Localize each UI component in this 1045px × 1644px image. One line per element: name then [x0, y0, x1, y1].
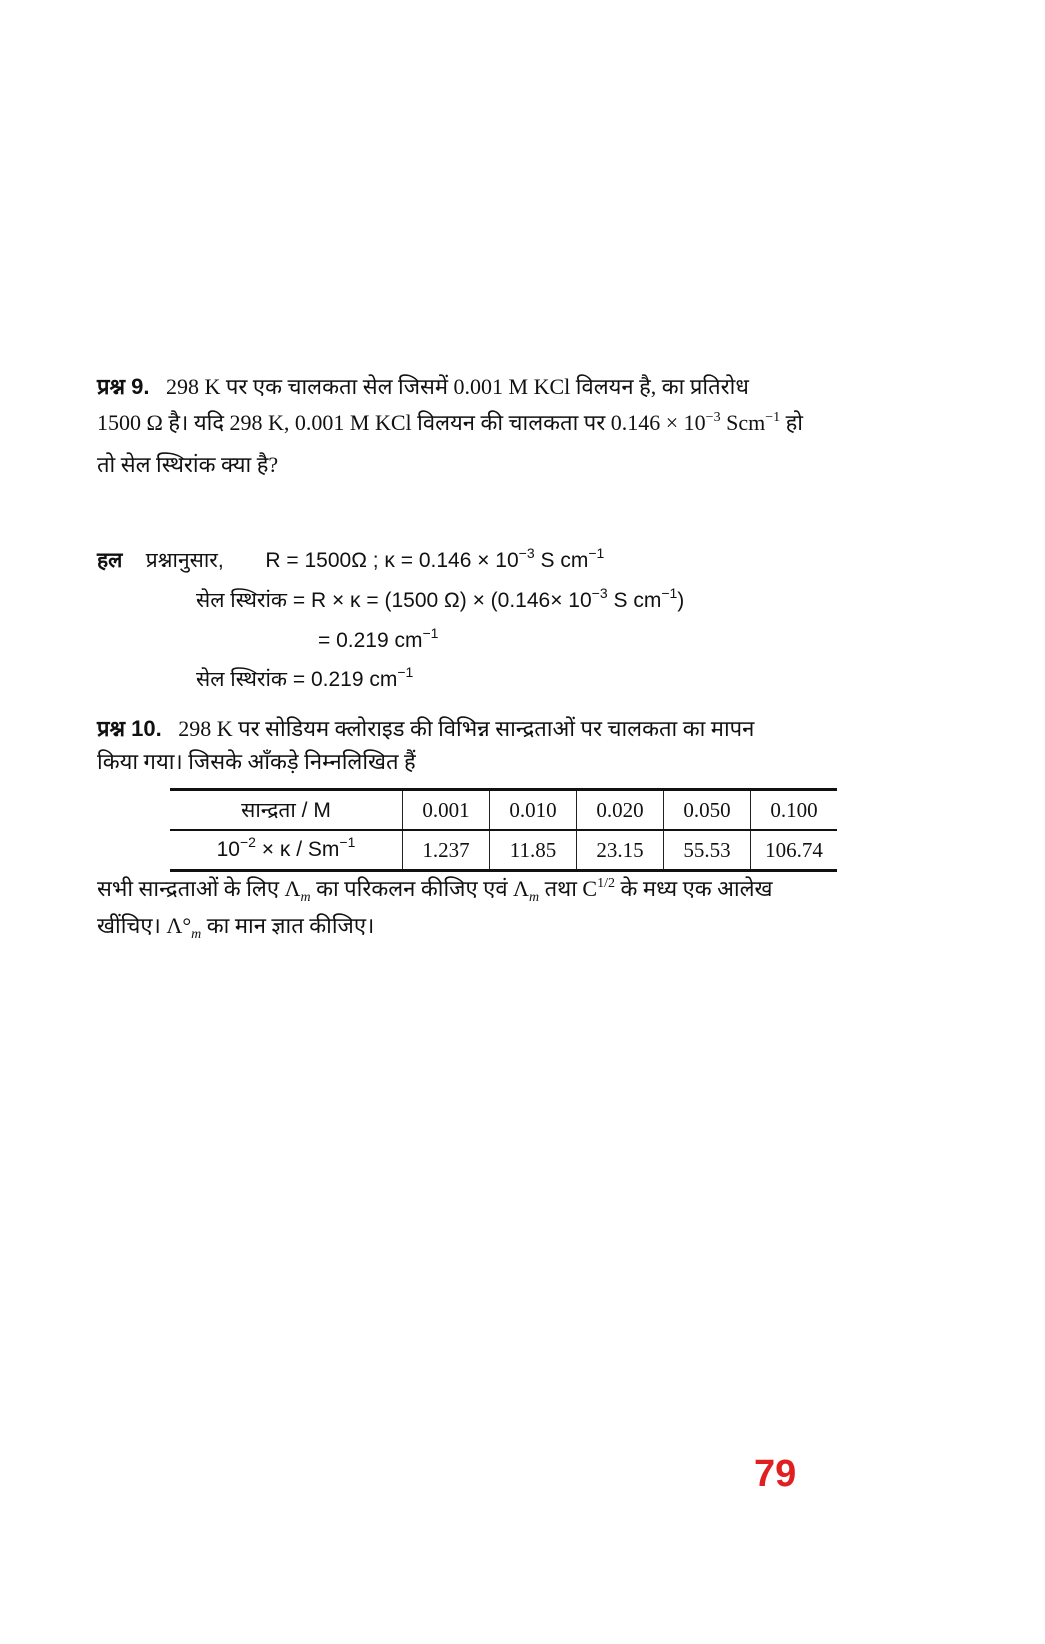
question-10-text: 298 K पर सोडियम क्लोराइड की विभिन्न सान्द्रताओं पर चालकता का मापन — [178, 716, 755, 741]
table-cell: 23.15 — [577, 830, 664, 871]
solution-intro: प्रश्नानुसार, — [145, 549, 224, 572]
given-values: R = 1500Ω ; κ = 0.146 × 10 — [265, 549, 519, 572]
question-10-instruction-1 — [97, 876, 773, 905]
table-cell: 0.020 — [577, 790, 664, 831]
exponent: −3 — [518, 545, 535, 561]
question-9-text: 298 K पर एक चालकता सेल जिसमें 0.001 M KCl विलयन है, का प्रतिरोध — [166, 374, 749, 399]
question-9-line-1 — [97, 374, 749, 400]
data-table — [170, 788, 837, 872]
table-cell: 0.001 — [403, 790, 490, 831]
table-cell: 0.050 — [664, 790, 751, 831]
text: Scm — [720, 410, 766, 435]
text: = 0.219 cm — [318, 629, 423, 652]
exponent: −1 — [661, 585, 678, 601]
table-cell: 55.53 — [664, 830, 751, 871]
text: तथा C — [539, 876, 598, 901]
text: खींचिए। Λ° — [97, 913, 192, 938]
text: के मध्य एक आलेख — [615, 876, 773, 901]
exponent: −3 — [705, 410, 721, 425]
question-9-line-2 — [97, 410, 803, 436]
text: ) — [677, 589, 685, 612]
subscript: m — [191, 927, 202, 942]
text: 1500 Ω है। यदि 298 K, 0.001 M KCl विलयन की चालकता पर 0.146 × 10 — [97, 410, 706, 435]
solution-given — [97, 545, 605, 573]
text: S cm — [534, 549, 589, 572]
solution-label: हल — [97, 549, 123, 572]
exponent: −1 — [397, 664, 414, 680]
text: S cm — [607, 589, 662, 612]
text: सेल स्थिरांक = R × κ = (1500 Ω) × (0.146× 10 — [196, 589, 592, 612]
question-10-label: प्रश्न 10. — [97, 716, 162, 741]
table-row-conductivity — [170, 830, 837, 871]
question-10-instruction-2 — [97, 913, 375, 942]
solution-result — [196, 664, 414, 692]
text: 10 — [216, 838, 240, 861]
exponent: 1/2 — [597, 876, 616, 891]
question-10-line-2: किया गया। जिसके आँकड़े निम्नलिखित हैं — [97, 749, 416, 774]
text: का परिकलन कीजिए एवं Λ — [310, 876, 530, 901]
table-header-cell — [170, 830, 403, 871]
text: × κ / Sm — [255, 838, 340, 861]
question-9-line-3: तो सेल स्थिरांक क्या है? — [97, 452, 279, 477]
text: हो — [780, 410, 803, 435]
question-10-line-1 — [97, 716, 754, 742]
page-number: 79 — [754, 1453, 797, 1495]
table-cell: 0.100 — [751, 790, 838, 831]
question-9-label: प्रश्न 9. — [97, 374, 150, 399]
text: सभी सान्द्रताओं के लिए Λ — [97, 876, 301, 901]
subscript: m — [529, 890, 540, 905]
solution-step-1 — [196, 585, 685, 613]
table-cell: 106.74 — [751, 830, 838, 871]
exponent: −1 — [588, 545, 605, 561]
exponent: −3 — [591, 585, 608, 601]
exponent: −1 — [765, 410, 781, 425]
table-cell: 0.010 — [490, 790, 577, 831]
exponent: −2 — [239, 834, 256, 850]
text: सेल स्थिरांक = 0.219 cm — [196, 668, 398, 691]
table-header-cell: सान्द्रता / M — [241, 799, 331, 822]
exponent: −1 — [339, 834, 356, 850]
table-cell: 11.85 — [490, 830, 577, 871]
text: का मान ज्ञात कीजिए। — [201, 913, 375, 938]
subscript: m — [300, 890, 311, 905]
solution-step-2 — [318, 625, 439, 653]
table-row-concentration — [170, 790, 837, 831]
exponent: −1 — [422, 625, 439, 641]
table-cell: 1.237 — [403, 830, 490, 871]
